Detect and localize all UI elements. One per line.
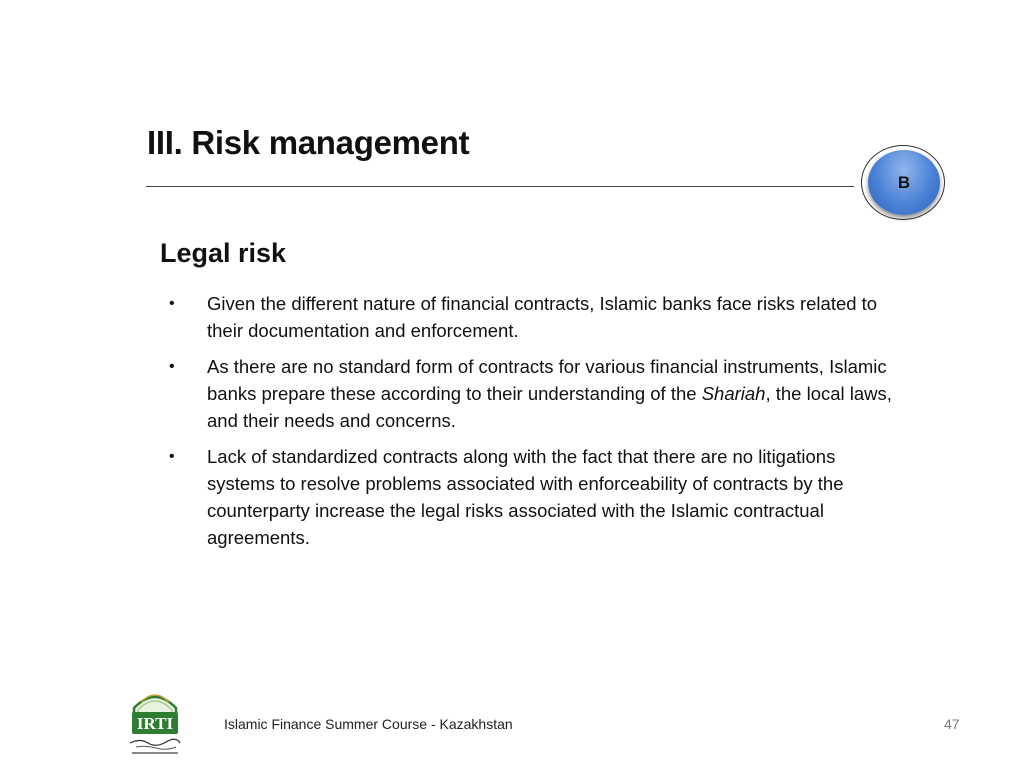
title-divider: [146, 186, 854, 187]
bullet-marker: •: [169, 448, 175, 465]
bullet-item: [160, 353, 900, 434]
bullet-marker: •: [169, 358, 175, 375]
slide-subtitle: Legal risk: [160, 238, 287, 268]
bullet-italic-term: Shariah: [701, 383, 766, 404]
bullet-text: As there are no standard form of contracts for various financial instruments, Islamic banks prepare these according to their understanding of the: [207, 356, 887, 404]
page-number: 47: [944, 716, 960, 732]
bullet-item: [160, 443, 900, 551]
bullet-item: [160, 290, 900, 344]
bullet-text-continued: , the local laws, and their needs and concerns.: [207, 383, 892, 431]
footer-text: Islamic Finance Summer Course - Kazakhstan: [224, 716, 513, 732]
bullet-text: Given the different nature of financial contracts, Islamic banks face risks related to their documentation and enforcement.: [207, 293, 878, 341]
bullet-marker: •: [169, 295, 175, 312]
logo-text: IRTI: [136, 714, 174, 733]
irti-logo-icon: [126, 688, 184, 760]
section-badge: B: [868, 150, 940, 215]
bullet-text: Lack of standardized contracts along with the fact that there are no litigations systems to resolve problems associated with enforceability of contracts by the counterparty increase the legal risks associated with the Islamic contractual agreements.: [207, 446, 844, 548]
bullet-list: [160, 290, 900, 560]
slide-title: III. Risk management: [147, 124, 470, 161]
